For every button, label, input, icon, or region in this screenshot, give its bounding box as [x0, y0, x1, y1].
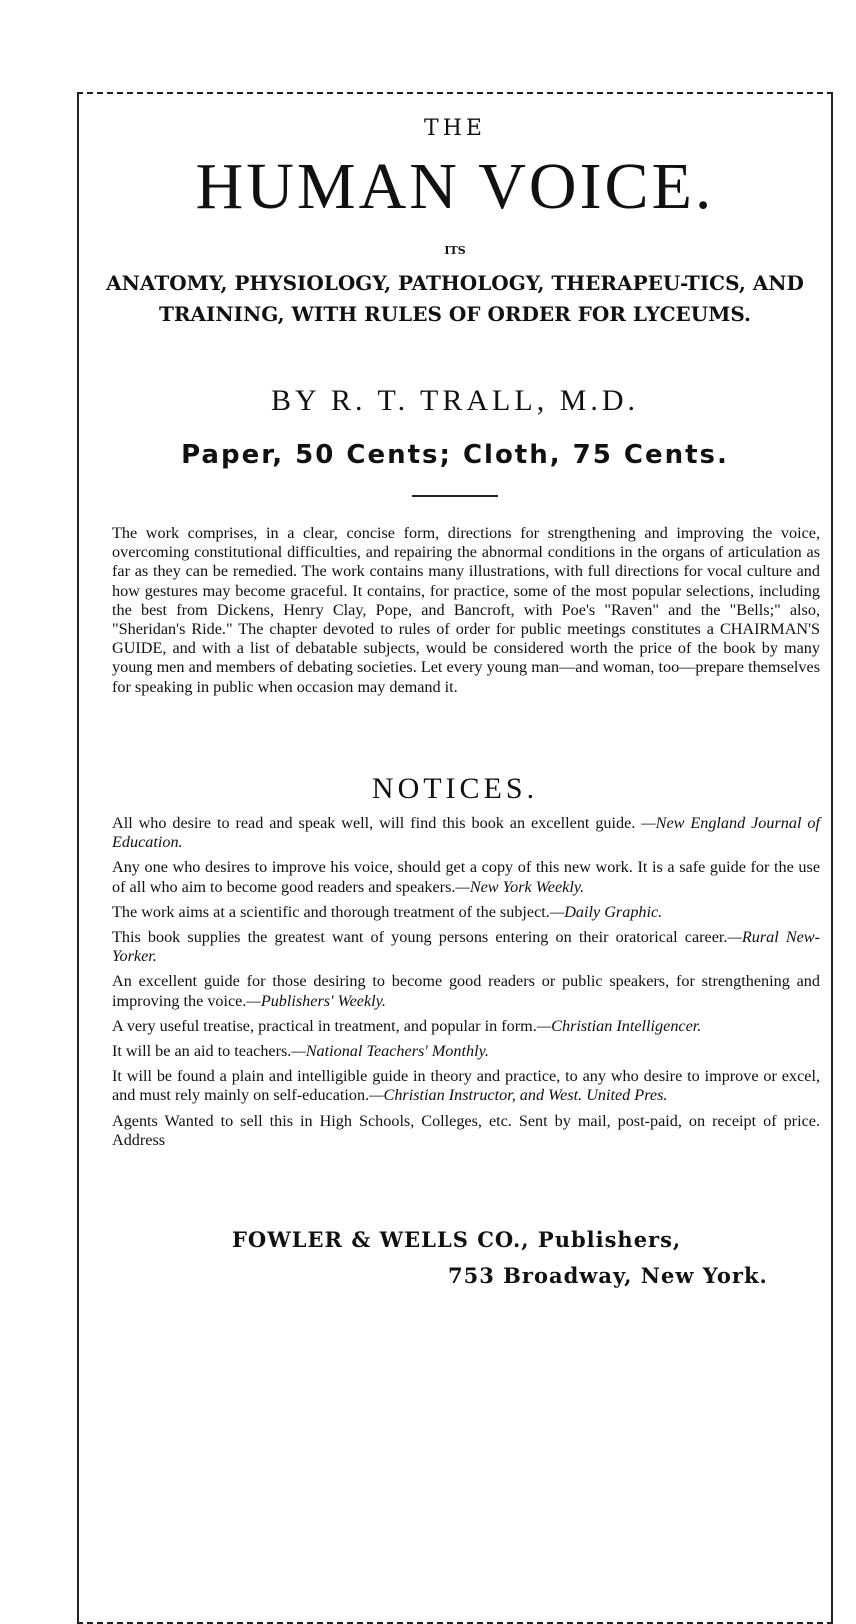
notice-text: All who desire to read and speak well, will find this book an excellent guide.	[112, 814, 636, 832]
publisher-address: 753 Broadway, New York.	[448, 1263, 768, 1288]
notices-heading: NOTICES.	[371, 772, 539, 805]
notice-source: —National Teachers' Monthly.	[291, 1042, 489, 1061]
notice-text: Any one who desires to improve his voice, should get a copy of this new work. It is a safe guide for the use of all who aim to become good readers and speakers.	[112, 858, 820, 896]
notice-item	[112, 903, 820, 922]
publisher-name: FOWLER & WELLS CO., Publishers,	[232, 1227, 682, 1252]
book-description: The work comprises, in a clear, concise form, directions for strengthening and improving the voice, overcoming constitutional difficulties, and repairing the abnormal conditions in the organs of articulation as far as they can be remedied. The work contains many illustrations, with full directions for vocal culture and how gestures may become graceful. It contains, for practice, some of the most popular selections, including the best from Dickens, Henry Clay, Pope, and Bancroft, with Poe's "Raven" and the "Bells;" also, "Sheridan's Ride." The chapter devoted to rules of order for public meetings constitutes a CHAIRMAN'S GUIDE, and with a list of debatable subjects, would be considered worth the price of the book by many young men and members of debating societies. Let every young man—and woman, too—prepare themselves for speaking in public when occasion may demand it.	[112, 524, 820, 696]
notice-source: —New England Journal of Education.	[112, 814, 820, 852]
notice-item	[112, 814, 820, 852]
notice-item	[112, 858, 820, 896]
notice-text: The work aims at a scientific and thorough treatment of the subject.	[112, 902, 550, 921]
title-connector: ITS	[444, 244, 466, 257]
notice-source: —New York Weekly.	[455, 877, 585, 896]
title-article: THE	[424, 116, 486, 141]
notice-item	[112, 972, 820, 1010]
notice-item	[112, 1042, 820, 1061]
book-author: BY R. T. TRALL, M.D.	[270, 384, 640, 417]
agents-wanted: Agents Wanted to sell this in High Schools, Colleges, etc. Sent by mail, post-paid, on receipt of price. Address	[112, 1111, 820, 1149]
book-price: Paper, 50 Cents; Cloth, 75 Cents.	[181, 440, 729, 470]
notice-item	[112, 1067, 820, 1105]
notice-source: —Daily Graphic.	[549, 902, 663, 921]
notice-item	[112, 928, 820, 966]
notices-list	[112, 814, 820, 1166]
notice-text: A very useful treatise, practical in treatment, and popular in form.	[112, 1016, 537, 1035]
notice-source: —Publishers' Weekly.	[246, 991, 386, 1010]
notice-text: An excellent guide for those desiring to become good readers or public speakers, for strengthening and improving the voice.	[112, 972, 820, 1010]
notice-text: This book supplies the greatest want of young persons entering on their oratorical career.	[112, 928, 728, 947]
notice-text: It will be an aid to teachers.	[112, 1042, 292, 1061]
notice-item	[112, 1017, 820, 1036]
notice-text: It will be found a plain and intelligible guide in theory and practice, to any who desire to improve or excel, and must rely mainly on self-education.	[112, 1067, 820, 1105]
book-subtitle: ANATOMY, PHYSIOLOGY, PATHOLOGY, THERAPEU-TICS, AND TRAINING, WITH RULES OF ORDER FOR LYCEUMS.	[106, 271, 804, 326]
notice-source: —Christian Instructor, and West. United Pres.	[369, 1086, 668, 1105]
notice-source: —Rural New-Yorker.	[112, 928, 820, 966]
notice-source: —Christian Intelligencer.	[536, 1016, 702, 1035]
book-title: HUMAN VOICE.	[195, 150, 715, 223]
divider	[412, 495, 498, 497]
